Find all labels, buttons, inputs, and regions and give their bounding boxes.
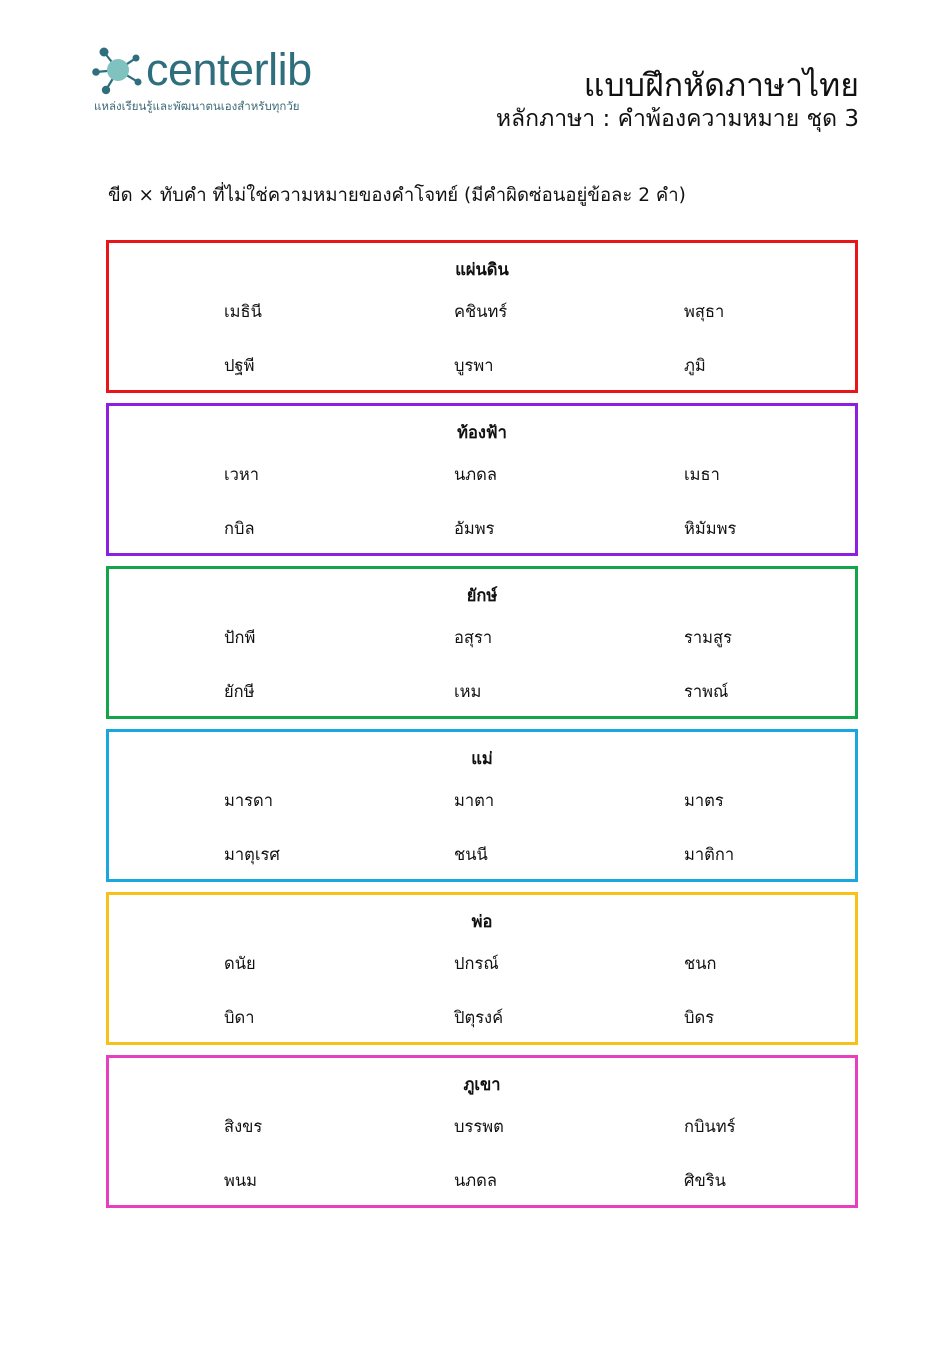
word-option[interactable]: ดนัย — [224, 954, 256, 973]
word-group-box — [106, 403, 858, 556]
word-group-box — [106, 566, 858, 719]
word-option[interactable]: อัมพร — [454, 519, 495, 538]
group-title: แม่ — [471, 749, 493, 768]
word-option[interactable]: เหม — [454, 682, 482, 701]
group-title: พ่อ — [471, 912, 493, 931]
word-option[interactable]: ปฐพี — [224, 356, 255, 375]
word-option[interactable]: มารดา — [224, 791, 273, 810]
word-option[interactable]: ภูมิ — [684, 356, 706, 375]
group-title: แผ่นดิน — [455, 260, 509, 279]
word-option[interactable]: นภดล — [454, 1171, 497, 1190]
word-option[interactable]: ศิขริน — [684, 1171, 726, 1190]
word-option[interactable]: ราพณ์ — [684, 682, 729, 701]
word-option[interactable]: มาติกา — [684, 845, 735, 864]
word-option[interactable]: พสุธา — [684, 302, 725, 321]
word-option[interactable]: ชนนี — [454, 845, 488, 864]
word-option[interactable]: เวหา — [224, 465, 260, 484]
word-option[interactable]: รามสูร — [684, 628, 732, 647]
word-option[interactable]: มาตุเรศ — [224, 845, 280, 864]
word-option[interactable]: กบิล — [224, 519, 255, 538]
word-option[interactable]: กบินทร์ — [684, 1117, 736, 1136]
word-option[interactable]: อสุรา — [454, 628, 493, 647]
centerlib-logo — [92, 40, 352, 120]
word-option[interactable]: ปักพี — [224, 628, 256, 647]
word-option[interactable]: ชนก — [684, 954, 717, 973]
logo-wordmark: centerlib — [146, 44, 312, 95]
word-option[interactable]: มาตร — [684, 791, 724, 810]
group-title: ภูเขา — [463, 1075, 501, 1094]
group-title: ยักษ์ — [466, 586, 498, 605]
word-group-box — [106, 892, 858, 1045]
group-title: ท้องฟ้า — [457, 423, 507, 442]
document-subtitle: หลักภาษา : คำพ้องความหมาย ชุด 3 — [495, 106, 859, 132]
word-option[interactable]: บรรพต — [454, 1117, 504, 1136]
logo-tagline: แหล่งเรียนรู้และพัฒนาตนเองสำหรับทุกวัย — [94, 99, 300, 113]
word-option[interactable]: บิดร — [684, 1008, 715, 1027]
instruction-text: ขีด × ทับคำ ที่ไม่ใช่ความหมายของคำโจทย์ (มีคำผิดซ่อนอยู่ข้อละ 2 คำ) — [108, 185, 686, 206]
word-group-box — [106, 240, 858, 393]
word-group-box — [106, 1055, 858, 1208]
word-option[interactable]: ยักษี — [224, 682, 255, 701]
word-option[interactable]: เมธินี — [224, 302, 262, 321]
word-option[interactable]: บูรพา — [454, 356, 494, 375]
word-option[interactable]: เมธา — [684, 465, 720, 484]
word-group-box — [106, 729, 858, 882]
word-option[interactable]: นภดล — [454, 465, 497, 484]
word-option[interactable]: พนม — [224, 1171, 258, 1190]
word-option[interactable]: บิดา — [224, 1008, 255, 1027]
word-option[interactable]: มาตา — [454, 791, 495, 810]
word-option[interactable]: ปิตุรงค์ — [454, 1008, 504, 1027]
network-logo-icon — [92, 44, 144, 96]
document-title: แบบฝึกหัดภาษาไทย — [583, 66, 859, 104]
word-option[interactable]: ปกรณ์ — [454, 954, 499, 973]
word-option[interactable]: คชินทร์ — [454, 302, 508, 321]
word-option[interactable]: สิงขร — [224, 1117, 263, 1136]
word-option[interactable]: หิมัมพร — [684, 519, 737, 538]
